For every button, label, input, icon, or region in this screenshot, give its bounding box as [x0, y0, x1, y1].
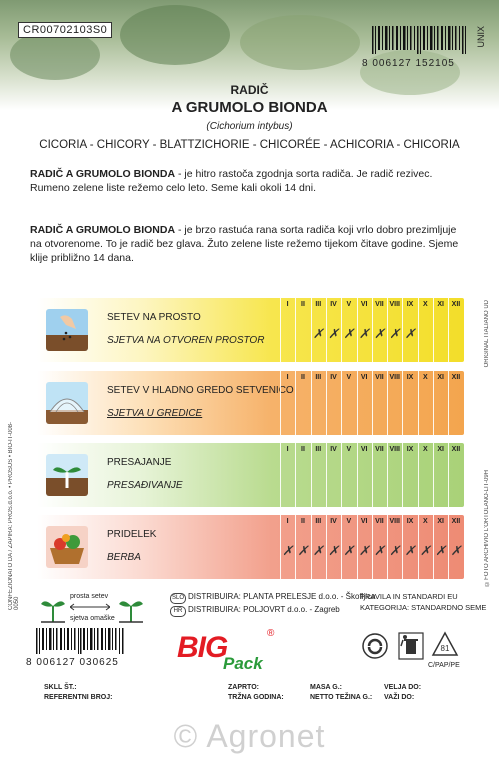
side-text-left: CONFEZIONATO DA / ZAPIRA: PROS.d.o.o. • PROSUS • BIO-IT-008-0050	[8, 421, 20, 610]
month-label: I	[286, 374, 289, 381]
calendar-row-greenhouse	[37, 371, 464, 435]
month-mark: ✗	[328, 326, 339, 341]
month-label: III	[315, 301, 322, 308]
footer-ref: REFERENTNI BROJ:	[44, 694, 113, 701]
month-mark: ✗	[312, 326, 324, 341]
description-hr-name: RADIČ A GRUMOLO BIONDA	[30, 224, 176, 236]
month-label: V	[346, 374, 352, 381]
month-label: VII	[375, 518, 384, 525]
rules-line2: KATEGORIJA: STANDARDNO SEME	[360, 603, 487, 612]
month-label: XI	[437, 301, 444, 308]
month-label: X	[423, 518, 428, 525]
month-grid	[280, 443, 464, 507]
description-sl	[30, 167, 470, 195]
logo-pack: Pack	[223, 654, 263, 673]
month-label: XII	[451, 446, 461, 453]
month-label: IX	[406, 374, 414, 381]
eu-rules	[360, 591, 486, 613]
description-sl-text: - je hitro rastoča zgodnja sorta radiča. Je radič rezivec. Rumeno zelene liste režemo celo leto. Seme kali okoli 14 dni.	[30, 168, 433, 194]
month-label: I	[286, 301, 289, 308]
month-label: IX	[406, 446, 414, 453]
month-mark: ✗	[404, 543, 416, 558]
harvest-basket-icon	[46, 526, 88, 568]
month-label: II	[301, 518, 305, 525]
month-label: II	[301, 374, 305, 381]
row-label-sl: PRESAJANJE	[107, 457, 172, 468]
recycling-triangle-icon	[430, 630, 460, 660]
watermark: © Agronet	[173, 718, 326, 754]
description-hr-text: - je brzo rastuća rana sorta radiča koji vrlo dobro prezimljuje na otvorenome. To je radič bez glava. Žuto zelene liste režemo tijekom čitave godine. Sjeme klije približno 14 dana.	[30, 224, 459, 264]
distribution-hr: DISTRIBUIRA: POLJOVRT d.o.o. - Zagreb	[188, 605, 340, 614]
month-mark: ✗	[358, 326, 370, 341]
month-mark: ✗	[358, 543, 370, 558]
top-barcode-number: 8 006127 152105	[362, 58, 455, 69]
month-label: III	[315, 374, 322, 381]
month-label: XI	[437, 374, 444, 381]
latin-name: (Cichorium intybus)	[206, 121, 293, 132]
title-line1: RADIČ	[230, 83, 269, 97]
footer-netto: NETTO TEŽINA G.:	[310, 694, 373, 701]
month-grid	[280, 298, 464, 362]
green-dot-icon	[362, 633, 388, 659]
description-sl-name: RADIČ A GRUMOLO BIONDA	[30, 168, 176, 180]
month-mark: ✗	[373, 543, 385, 558]
month-mark: ✗	[282, 543, 294, 558]
bottom-barcode-number: 8 006127 030625	[26, 657, 119, 668]
month-label: X	[423, 446, 428, 453]
month-label: VIII	[389, 374, 400, 381]
side-text-right-upper: ORIGINAL ITALIANO UD	[484, 300, 490, 368]
description-hr	[30, 223, 470, 265]
title-line2: A GRUMOLO BIONDA	[171, 99, 328, 116]
month-label: IV	[330, 301, 337, 308]
month-label: VI	[360, 446, 368, 453]
month-grid	[280, 515, 464, 579]
month-label: I	[286, 446, 289, 453]
month-mark: ✗	[450, 543, 462, 558]
month-mark: ✗	[419, 543, 431, 558]
month-label: VI	[360, 301, 368, 308]
row-label-hr: BERBA	[107, 552, 141, 563]
month-label: VIII	[389, 518, 400, 525]
row-label-sl: SETEV NA PROSTO	[107, 312, 201, 323]
month-label: XII	[451, 374, 461, 381]
logo-registered: ®	[267, 628, 275, 639]
month-mark: ✗	[373, 326, 385, 341]
month-label: IV	[330, 446, 337, 453]
distribution-si: DISTRIBUIRA: PLANTA PRELESJE d.o.o. - Škofljica	[188, 592, 376, 601]
month-label: II	[301, 446, 305, 453]
legend-line1: prosta setev	[70, 593, 109, 600]
bottom-barcode	[35, 628, 125, 654]
bigpack-logo	[175, 628, 285, 678]
footer-skl: SKLL ŠT.:	[44, 684, 77, 691]
month-label: VII	[375, 301, 384, 308]
greenhouse-icon	[46, 382, 88, 424]
month-mark: ✗	[312, 543, 324, 558]
month-label: V	[346, 301, 352, 308]
month-mark: ✗	[435, 543, 447, 558]
month-label: VIII	[389, 301, 400, 308]
footer-velja: VELJA DO:	[384, 684, 422, 691]
month-label: I	[286, 518, 289, 525]
footer-trzna: TRŽNA GODINA:	[228, 694, 284, 701]
logo-big: BIG	[177, 631, 228, 664]
month-label: III	[315, 446, 322, 453]
month-mark: ✗	[404, 326, 416, 341]
month-label: XI	[437, 446, 444, 453]
month-label: II	[301, 301, 305, 308]
distribution-info	[170, 591, 375, 617]
calendar-row-harvest	[37, 515, 464, 579]
month-mark: ✗	[328, 543, 339, 558]
product-code: CR00702103S0	[18, 22, 112, 38]
month-mark: ✗	[343, 543, 355, 558]
country-code-hr: HR	[170, 606, 186, 617]
footer-masa: MASA G.:	[310, 684, 343, 691]
recycling-code: 81	[440, 644, 450, 653]
month-label: V	[346, 446, 352, 453]
recycling-label: C/PAP/PE	[428, 662, 460, 669]
month-mark: ✗	[297, 543, 309, 558]
legend-line2: sjetva omaške	[70, 615, 115, 622]
country-code-si: SLO	[170, 593, 186, 604]
month-label: XII	[451, 518, 461, 525]
month-label: IV	[330, 518, 337, 525]
month-label: IX	[406, 518, 414, 525]
month-label: V	[346, 518, 352, 525]
month-mark: ✗	[343, 326, 355, 341]
month-label: XI	[437, 518, 444, 525]
footer-vazi: VAŽI DO:	[384, 694, 415, 701]
calendar-row-transplanting	[37, 443, 464, 507]
row-label-hr: PRESAĐIVANJE	[107, 480, 183, 491]
row-label-hr: SJETVA NA OTVOREN PROSTOR	[107, 335, 265, 346]
seedling-icon	[46, 454, 88, 496]
side-text-right: ©FOTO ARCHIVIO L'ORTOLANO-LIT-09H	[484, 470, 490, 586]
plant-icon	[116, 592, 146, 626]
month-label: VIII	[389, 446, 400, 453]
month-label: VII	[375, 446, 384, 453]
row-label-hr: SJETVA U GREDICE	[107, 408, 203, 419]
month-mark: ✗	[389, 543, 401, 558]
month-label: X	[423, 374, 428, 381]
calendar-row-sowing	[37, 298, 464, 362]
month-label: VI	[360, 374, 368, 381]
footer-zaprto: ZAPRTO:	[228, 684, 259, 691]
top-barcode	[370, 26, 470, 54]
sowing-legend	[36, 590, 146, 630]
unix-label: UNIX	[476, 26, 486, 48]
language-names: CICORIA - CHICORY - BLATTZICHORIE - CHICORÉE - ACHICORIA - CHICORIA	[39, 139, 460, 151]
month-label: X	[423, 301, 428, 308]
month-grid	[280, 371, 464, 435]
month-label: IV	[330, 374, 337, 381]
month-label: III	[315, 518, 322, 525]
rules-line1: PRAVILA IN STANDARDI EU	[360, 592, 458, 601]
row-label-sl: PRIDELEK	[107, 529, 157, 540]
month-label: IX	[406, 301, 414, 308]
row-label-sl: SETEV V HLADNO GREDO SETVENICO	[107, 385, 294, 396]
month-label: XII	[451, 301, 461, 308]
trash-bin-icon	[398, 632, 424, 660]
double-arrow-icon	[70, 603, 110, 611]
sowing-icon	[46, 309, 88, 351]
month-label: VII	[375, 374, 384, 381]
month-mark: ✗	[389, 326, 401, 341]
month-label: VI	[360, 518, 368, 525]
plant-icon	[38, 592, 68, 626]
